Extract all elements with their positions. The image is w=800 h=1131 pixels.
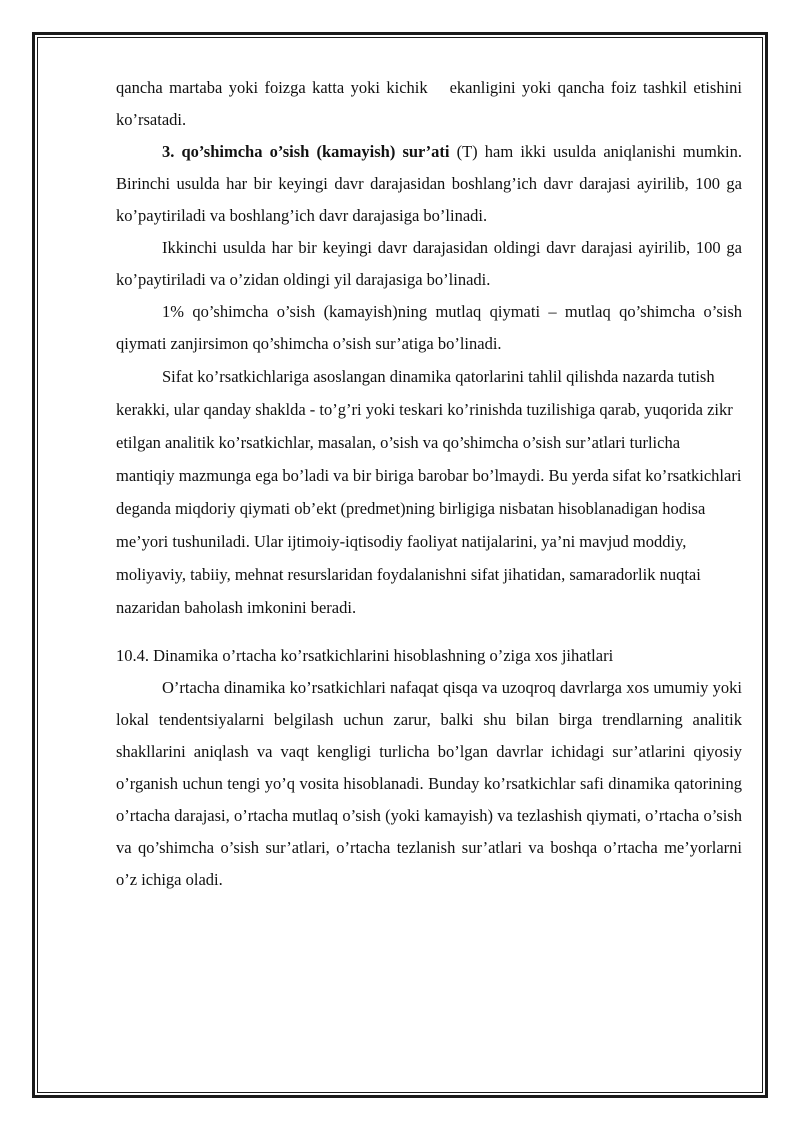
paragraph-text-part-b: ekanligini yoki qancha foiz tashkil etishini ko’rsatadi. <box>116 78 742 129</box>
term-heading: 3. qo’shimcha o’sish (kamayish) sur’ati <box>162 142 450 161</box>
paragraph-absolute-value: 1% qo’shimcha o’sish (kamayish)ning mutlaq qiymati – mutlaq qo’shimcha o’sish qiymati zanjirsimon qo’shimcha o’sish sur’atiga bo’linadi. <box>116 302 742 353</box>
paragraph-additional-growth-rate <box>116 136 742 232</box>
paragraph-text-part-a: qancha martaba yoki foizga katta yoki kichik <box>116 78 428 97</box>
paragraph-second-method: Ikkinchi usulda har bir keyingi davr darajasidan oldingi davr darajasi ayirilib, 100 ga ko’paytiriladi va o’zidan oldingi yil darajasiga bo’linadi. <box>116 238 742 289</box>
paragraph-continuation <box>116 72 742 136</box>
paragraph-text: (T) ham ikki usulda aniqlanishi mumkin. Birinchi usulda har bir keyingi davr darajasidan boshlang’ich davr darajasi ayirilib, 100 ga ko’paytiriladi va boshlang’ich davr darajasiga bo’linadi. <box>116 142 742 225</box>
section-heading: 10.4. Dinamika o’rtacha ko’rsatkichlarini hisoblashning o’ziga xos jihatlari <box>116 646 614 665</box>
paragraph-average-dynamics: O’rtacha dinamika ko’rsatkichlari nafaqat qisqa va uzoqroq davrlarga xos umumiy yoki lokal tendentsiyalarni belgilash uchun zarur, balki shu bilan birga trendlarning analitik shakllarini aniqlash va vaqt kengligi turlicha bo’lgan davrlar ichidagi sur’atlarini qiyosiy o’rganish uchun tengi yo’q vosita hisoblanadi. Bunday ko’rsatkichlar safi dinamika qatorining o’rtacha darajasi, o’rtacha mutlaq o’sish (yoki kamayish) va tezlashish qiymati, o’rtacha o’sish va qo’shimcha o’sish sur’atlari, o’rtacha tezlanish sur’atlari va boshqa o’rtacha me’yorlarni o’z ichiga oladi. <box>116 678 742 889</box>
document-body <box>116 72 742 896</box>
paragraph-quality-indicators: Sifat ko’rsatkichlariga asoslangan dinamika qatorlarini tahlil qilishda nazarda tutish kerakki, ular qanday shaklda - to’g’ri yoki teskari ko’rinishda tuzilishiga qarab, yuqorida zikr etilgan analitik ko’rsatkichlar, masalan, o’sish va qo’shimcha o’sish sur’atlari turlicha mantiqiy mazmunga ega bo’ladi va bir biriga barobar bo’lmaydi. Bu yerda sifat ko’rsatkichlari deganda miqdoriy qiymati ob’ekt (predmet)ning birligiga nisbatan hisoblanadigan hodisa me’yori tushuniladi. Ular ijtimoiy-iqtisodiy faoliyat natijalarini, ya’ni mavjud moddiy, moliyaviy, tabiiy, mehnat resurslaridan foydalanishni sifat jihatidan, samaradorlik nuqtai nazaridan baholash imkonini beradi. <box>116 367 742 617</box>
